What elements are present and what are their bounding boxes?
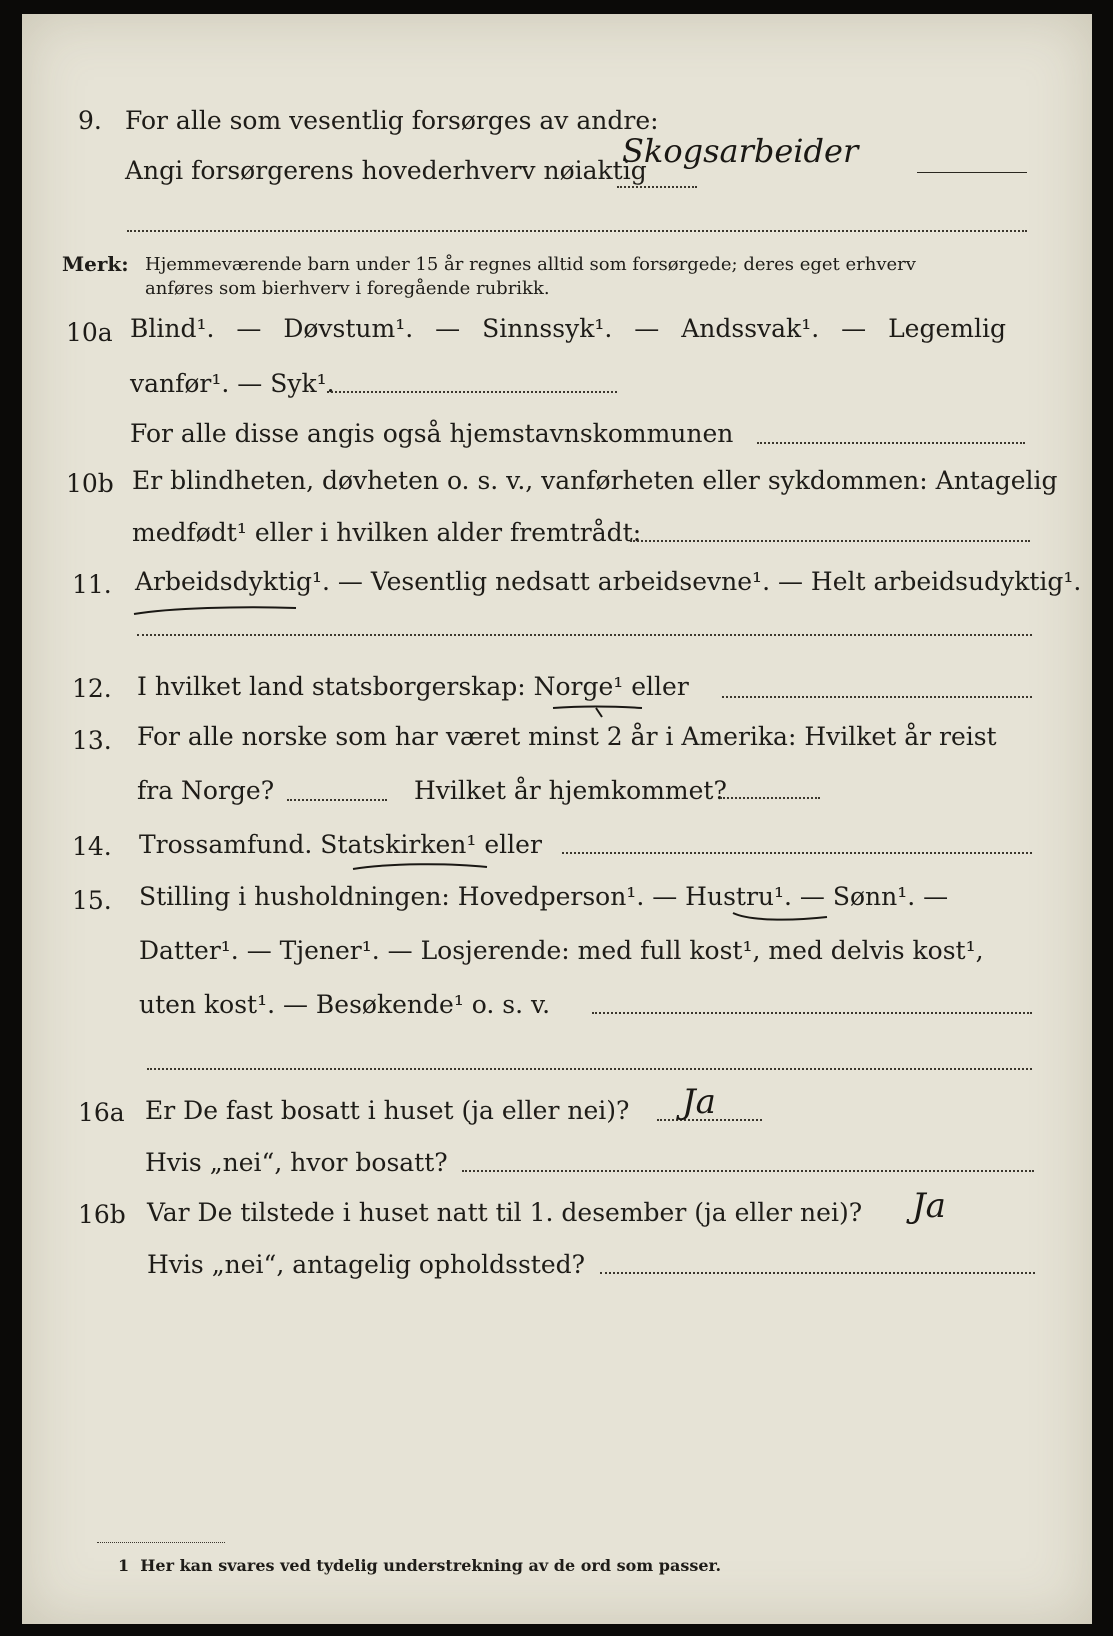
q15-line2: Datter¹. — Tjener¹. — Losjerende: med full kost¹, med delvis kost¹,	[139, 936, 984, 965]
q14-answer-field[interactable]	[562, 852, 1032, 854]
q16b-line1: Var De tilstede i huset natt til 1. desember (ja eller nei)?	[147, 1198, 863, 1227]
merk-label: Merk:	[62, 252, 129, 276]
q16a-number: 16a	[78, 1098, 125, 1127]
q9-answer-line-end	[917, 172, 1027, 173]
q9-number: 9.	[78, 106, 102, 135]
q13-line1: For alle norske som har været minst 2 år i Amerika: Hvilket år reist	[137, 722, 997, 751]
q12-answer-field[interactable]	[722, 696, 1032, 698]
q9-line1: For alle som vesentlig forsørges av andre:	[125, 106, 659, 135]
census-form-page	[22, 14, 1092, 1624]
q10a-answer-field[interactable]	[327, 391, 617, 393]
q9-answer-field[interactable]	[617, 186, 697, 188]
footnote-body: Her kan svares ved tydelig understrekning av de ord som passer.	[140, 1556, 722, 1575]
q10a-line2: vanfør¹. — Syk¹.	[130, 369, 335, 398]
q10b-number: 10b	[66, 469, 114, 498]
q15-underline-mark	[730, 907, 830, 925]
q9-extra-line[interactable]	[127, 230, 1027, 232]
q16b-handwritten-answer: Ja	[912, 1186, 946, 1226]
footnote-text	[118, 1556, 721, 1575]
q11-line1: Arbeidsdyktig¹. — Vesentlig nedsatt arbeidsevne¹. — Helt arbeidsudyktig¹.	[135, 567, 1082, 596]
merk-line1: Hjemmeværende barn under 15 år regnes alltid som forsørgede; deres eget erhverv	[145, 254, 916, 275]
q15-number: 15.	[72, 886, 112, 915]
footnote-marker: 1	[118, 1556, 130, 1575]
q10a-line3: For alle disse angis også hjemstavnskommunen	[130, 419, 734, 448]
q10b-answer-field[interactable]	[630, 540, 1030, 542]
q16a-handwritten-answer: Ja	[682, 1082, 716, 1122]
q16b-where-field[interactable]	[600, 1272, 1035, 1274]
q10a-home-field[interactable]	[757, 442, 1025, 444]
q15-line1: Stilling i husholdningen: Hovedperson¹. — Hustru¹. — Sønn¹. —	[139, 882, 949, 911]
q13-left-field[interactable]	[287, 799, 387, 801]
q15-answer-field[interactable]	[592, 1012, 1032, 1014]
q16b-line2: Hvis „nei“, antagelig opholdssted?	[147, 1250, 586, 1279]
q10b-line1: Er blindheten, døvheten o. s. v., vanførheten eller sykdommen: Antagelig	[132, 466, 1058, 495]
q14-number: 14.	[72, 832, 112, 861]
q16a-line1: Er De fast bosatt i huset (ja eller nei)?	[145, 1096, 630, 1125]
merk-line2: anføres som bierhverv i foregående rubrikk.	[145, 278, 550, 299]
q14-line1: Trossamfund. Statskirken¹ eller	[139, 830, 542, 859]
q9-line2: Angi forsørgerens hovederhverv nøiaktig	[125, 156, 647, 185]
q16b-number: 16b	[78, 1200, 126, 1229]
q14-underline-mark	[350, 859, 490, 875]
q10b-line2: medfødt¹ eller i hvilken alder fremtrådt:	[132, 518, 642, 547]
q15-line3: uten kost¹. — Besøkende¹ o. s. v.	[139, 990, 551, 1019]
q15-extra-line[interactable]	[147, 1068, 1032, 1070]
q10a-number: 10a	[66, 318, 113, 347]
q9-handwritten-answer: Skogsarbeider	[622, 132, 859, 170]
footnote-rule	[97, 1542, 225, 1543]
q12-underline-mark	[550, 702, 645, 718]
q11-underline-mark	[130, 602, 300, 620]
q13-right-field[interactable]	[720, 797, 820, 799]
q10a-line1: Blind¹. — Døvstum¹. — Sinnssyk¹. — Andssvak¹. — Legemlig	[130, 314, 1006, 343]
q13-label-right: Hvilket år hjemkommet?	[414, 776, 727, 805]
q12-number: 12.	[72, 674, 112, 703]
q11-number: 11.	[72, 570, 112, 599]
q12-line1: I hvilket land statsborgerskap: Norge¹ eller	[137, 672, 689, 701]
q11-extra-line[interactable]	[137, 634, 1032, 636]
q13-label-left: fra Norge?	[137, 776, 275, 805]
q13-number: 13.	[72, 726, 112, 755]
q16a-where-field[interactable]	[462, 1170, 1034, 1172]
q16a-line2: Hvis „nei“, hvor bosatt?	[145, 1148, 448, 1177]
